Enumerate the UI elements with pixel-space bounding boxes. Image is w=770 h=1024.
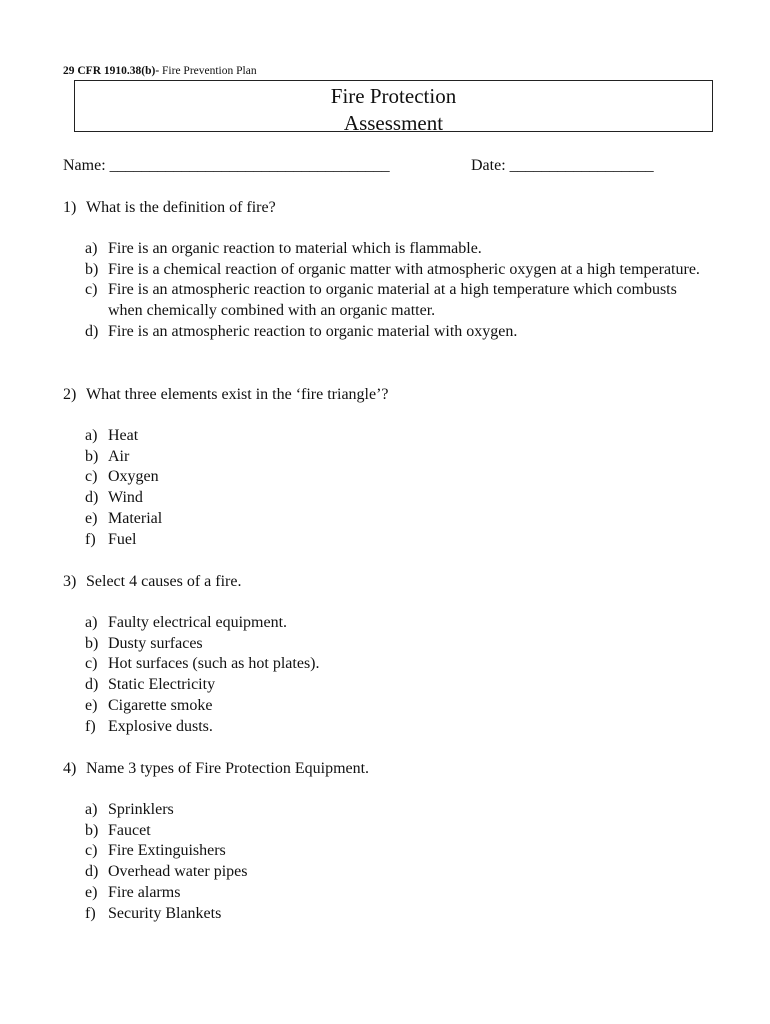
option-letter: c) xyxy=(85,655,98,673)
option-letter: f) xyxy=(85,904,96,922)
question-number: 2) xyxy=(63,386,77,403)
option-letter: d) xyxy=(85,863,99,881)
question-3 xyxy=(63,572,703,738)
option-text: Fire Extinguishers xyxy=(108,842,226,860)
question-2 xyxy=(63,385,703,551)
option-text: Hot surfaces (such as hot plates). xyxy=(108,655,320,673)
answer-options xyxy=(85,800,703,925)
option-text: Fire is a chemical reaction of organic matter with atmospheric oxygen at a high temperature. xyxy=(108,260,700,278)
option-letter: d) xyxy=(85,322,99,340)
document-title-line-1: Fire Protection xyxy=(330,84,457,108)
answer-option xyxy=(85,322,703,343)
question-number: 3) xyxy=(63,573,77,590)
option-letter: a) xyxy=(85,239,98,257)
answer-option xyxy=(85,717,703,738)
answer-option xyxy=(85,883,703,904)
date-field: Date: __________________ xyxy=(471,157,654,174)
option-letter: e) xyxy=(85,696,98,714)
answer-option xyxy=(85,862,703,883)
option-text: Heat xyxy=(108,426,139,444)
option-text: Fire is an atmospheric reaction to organic material at a high temperature which combusts when chemically combined with an organic matter. xyxy=(108,281,677,320)
answer-option xyxy=(85,613,703,634)
answer-option xyxy=(85,696,703,717)
option-text: Faucet xyxy=(108,821,151,839)
answer-option xyxy=(85,800,703,821)
answer-option xyxy=(85,260,703,281)
option-text: Static Electricity xyxy=(108,676,216,694)
option-text: Fire is an atmospheric reaction to organic material with oxygen. xyxy=(108,322,518,340)
option-text: Dusty surfaces xyxy=(108,634,203,652)
question-text: Name 3 types of Fire Protection Equipment. xyxy=(86,760,370,777)
answer-option xyxy=(85,904,703,925)
answer-option xyxy=(85,675,703,696)
answer-option xyxy=(85,654,703,675)
option-text: Cigarette smoke xyxy=(108,696,213,714)
answer-option xyxy=(85,239,703,260)
answer-option xyxy=(85,509,703,530)
name-field: Name: ___________________________________ xyxy=(63,157,390,174)
answer-option xyxy=(85,821,703,842)
option-letter: a) xyxy=(85,426,98,444)
regulation-plan-name: Fire Prevention Plan xyxy=(159,65,257,77)
question-number: 4) xyxy=(63,760,77,777)
option-text: Explosive dusts. xyxy=(108,717,213,735)
question-1 xyxy=(63,198,703,343)
question-prompt xyxy=(63,759,703,780)
option-letter: c) xyxy=(85,468,98,486)
option-letter: e) xyxy=(85,509,98,527)
question-text: What is the definition of fire? xyxy=(86,199,276,216)
option-text: Fire is an organic reaction to material which is flammable. xyxy=(108,239,482,257)
question-prompt xyxy=(63,385,703,406)
option-text: Sprinklers xyxy=(108,800,174,818)
question-text: What three elements exist in the ‘fire triangle’? xyxy=(86,386,389,403)
option-text: Material xyxy=(108,509,163,527)
option-text: Wind xyxy=(108,489,143,507)
question-prompt xyxy=(63,198,703,219)
option-letter: b) xyxy=(85,260,99,278)
document-title-box xyxy=(74,80,713,135)
option-text: Security Blankets xyxy=(108,904,222,922)
option-letter: f) xyxy=(85,717,96,735)
option-text: Oxygen xyxy=(108,468,159,486)
option-letter: b) xyxy=(85,634,99,652)
option-text: Overhead water pipes xyxy=(108,863,248,881)
answer-option xyxy=(85,488,703,509)
option-text: Faulty electrical equipment. xyxy=(108,613,288,631)
option-letter: c) xyxy=(85,842,98,860)
answer-options xyxy=(85,613,703,738)
option-text: Fuel xyxy=(108,530,137,548)
option-letter: d) xyxy=(85,489,99,507)
answer-option xyxy=(85,426,703,447)
option-text: Fire alarms xyxy=(108,883,181,901)
answer-option xyxy=(85,530,703,551)
option-text: Air xyxy=(108,447,130,465)
answer-option xyxy=(85,841,703,862)
question-4 xyxy=(63,759,703,925)
answer-option xyxy=(85,467,703,488)
question-text: Select 4 causes of a fire. xyxy=(86,573,242,590)
answer-option xyxy=(85,447,703,468)
answer-options xyxy=(85,426,703,551)
option-letter: e) xyxy=(85,883,98,901)
regulation-code: 29 CFR 1910.38(b)- xyxy=(63,65,160,77)
option-letter: a) xyxy=(85,613,98,631)
answer-option xyxy=(85,634,703,655)
option-letter: a) xyxy=(85,800,98,818)
option-letter: b) xyxy=(85,821,99,839)
answer-option xyxy=(85,280,703,322)
document-title-line-2: Assessment xyxy=(343,111,444,135)
option-letter: c) xyxy=(85,281,98,299)
option-letter: f) xyxy=(85,530,96,548)
answer-options xyxy=(85,239,703,343)
regulation-reference xyxy=(63,64,257,78)
question-number: 1) xyxy=(63,199,77,216)
option-letter: b) xyxy=(85,447,99,465)
question-prompt xyxy=(63,572,703,593)
option-letter: d) xyxy=(85,676,99,694)
